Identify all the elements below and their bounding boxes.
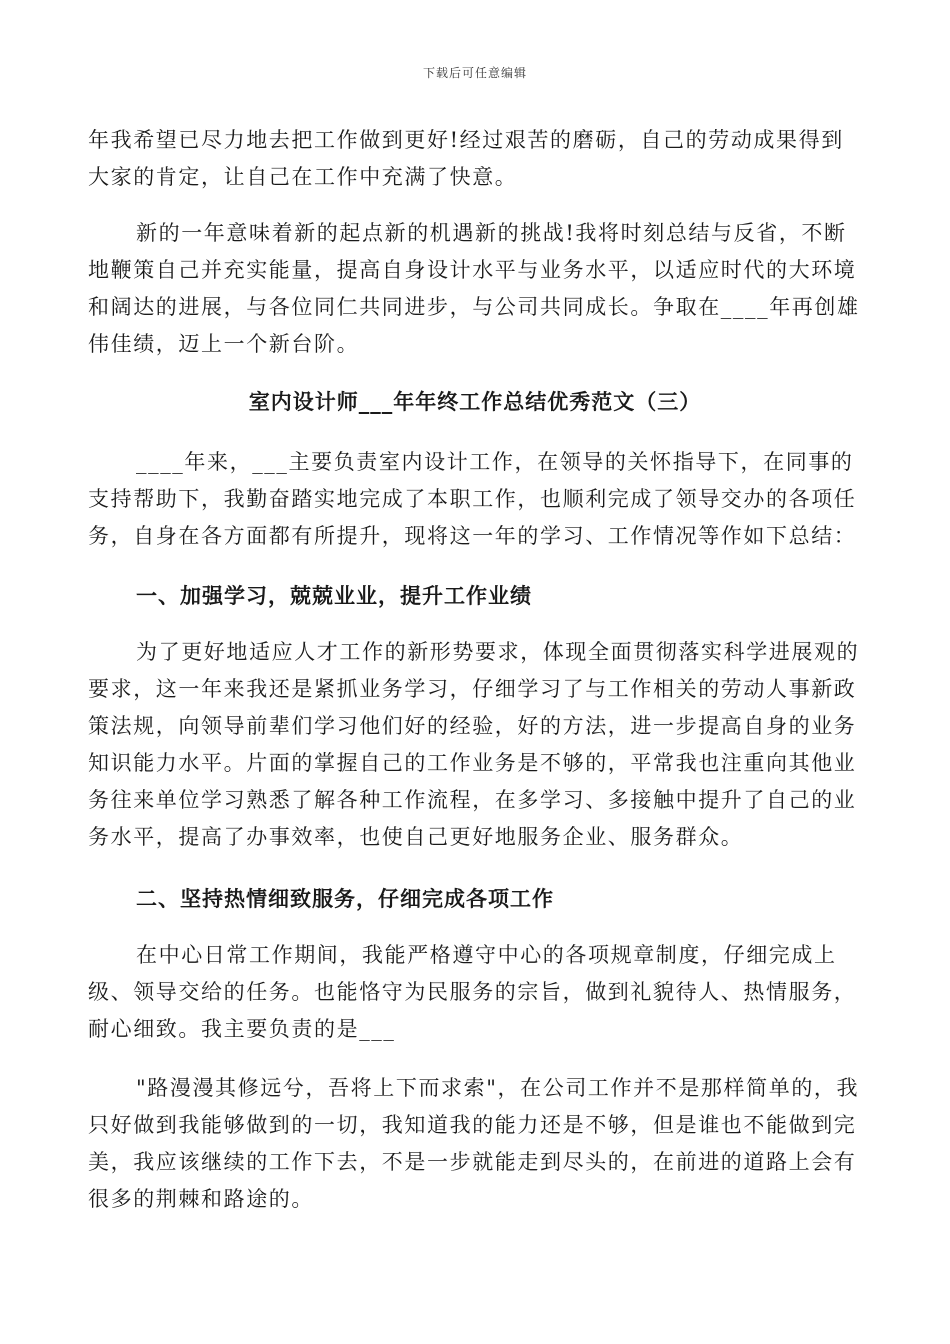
paragraph-continuation: 年我希望已尽力地去把工作做到更好!经过艰苦的磨砺，自己的劳动成果得到大家的肯定，让自己在工作中充满了快意。 [88, 128, 844, 189]
paragraph-new-year: 新的一年意味着新的起点新的机遇新的挑战!我将时刻总结与反省，不断地鞭策自己并充实能量，提高自身设计水平与业务水平，以适应时代的大环境和阔达的进展，与各位同仁共同进步，与公司共同成长。争取在____年再创雄伟佳绩，迈上一个新台阶。 [88, 221, 860, 356]
heading-2: 二、坚持热情细致服务，仔细完成各项工作 [136, 886, 554, 911]
paragraph-quote: "路漫漫其修远兮，吾将上下而求索"，在公司工作并不是那样简单的，我只好做到我能够做到的一切，我知道我的能力还是不够，但是谁也不能做到完美，我应该继续的工作下去，不是一步就能走到尽头的，在前进的道路上会有很多的荆棘和路途的。 [88, 1076, 860, 1211]
paragraph-service: 在中心日常工作期间，我能严格遵守中心的各项规章制度，仔细完成上级、领导交给的任务。也能恪守为民服务的宗旨，做到礼貌待人、热情服务，耐心细致。我主要负责的是___ [88, 943, 857, 1041]
section-title: 室内设计师___年年终工作总结优秀范文（三） [248, 389, 702, 414]
paragraph-study: 为了更好地适应人才工作的新形势要求，体现全面贯彻落实科学进展观的要求，这一年来我还是紧抓业务学习，仔细学习了与工作相关的劳动人事新政策法规，向领导前辈们学习他们好的经验，好的方法，进一步提高自身的业务知识能力水平。片面的掌握自己的工作业务是不够的，平常我也注重向其他业务往来单位学习熟悉了解各种工作流程，在多学习、多接触中提升了自己的业务水平，提高了办事效率，也使自己更好地服务企业、服务群众。 [88, 640, 860, 849]
page-header: 下载后可任意编辑 [422, 66, 527, 80]
paragraph-intro: ____年来，___主要负责室内设计工作，在领导的关怀指导下，在同事的支持帮助下，我勤奋踏实地完成了本职工作，也顺利完成了领导交办的各项任务，自身在各方面都有所提升，现将这一年的学习、工作情况等作如下总结： [88, 450, 857, 548]
heading-1: 一、加强学习，兢兢业业，提升工作业绩 [136, 583, 532, 608]
